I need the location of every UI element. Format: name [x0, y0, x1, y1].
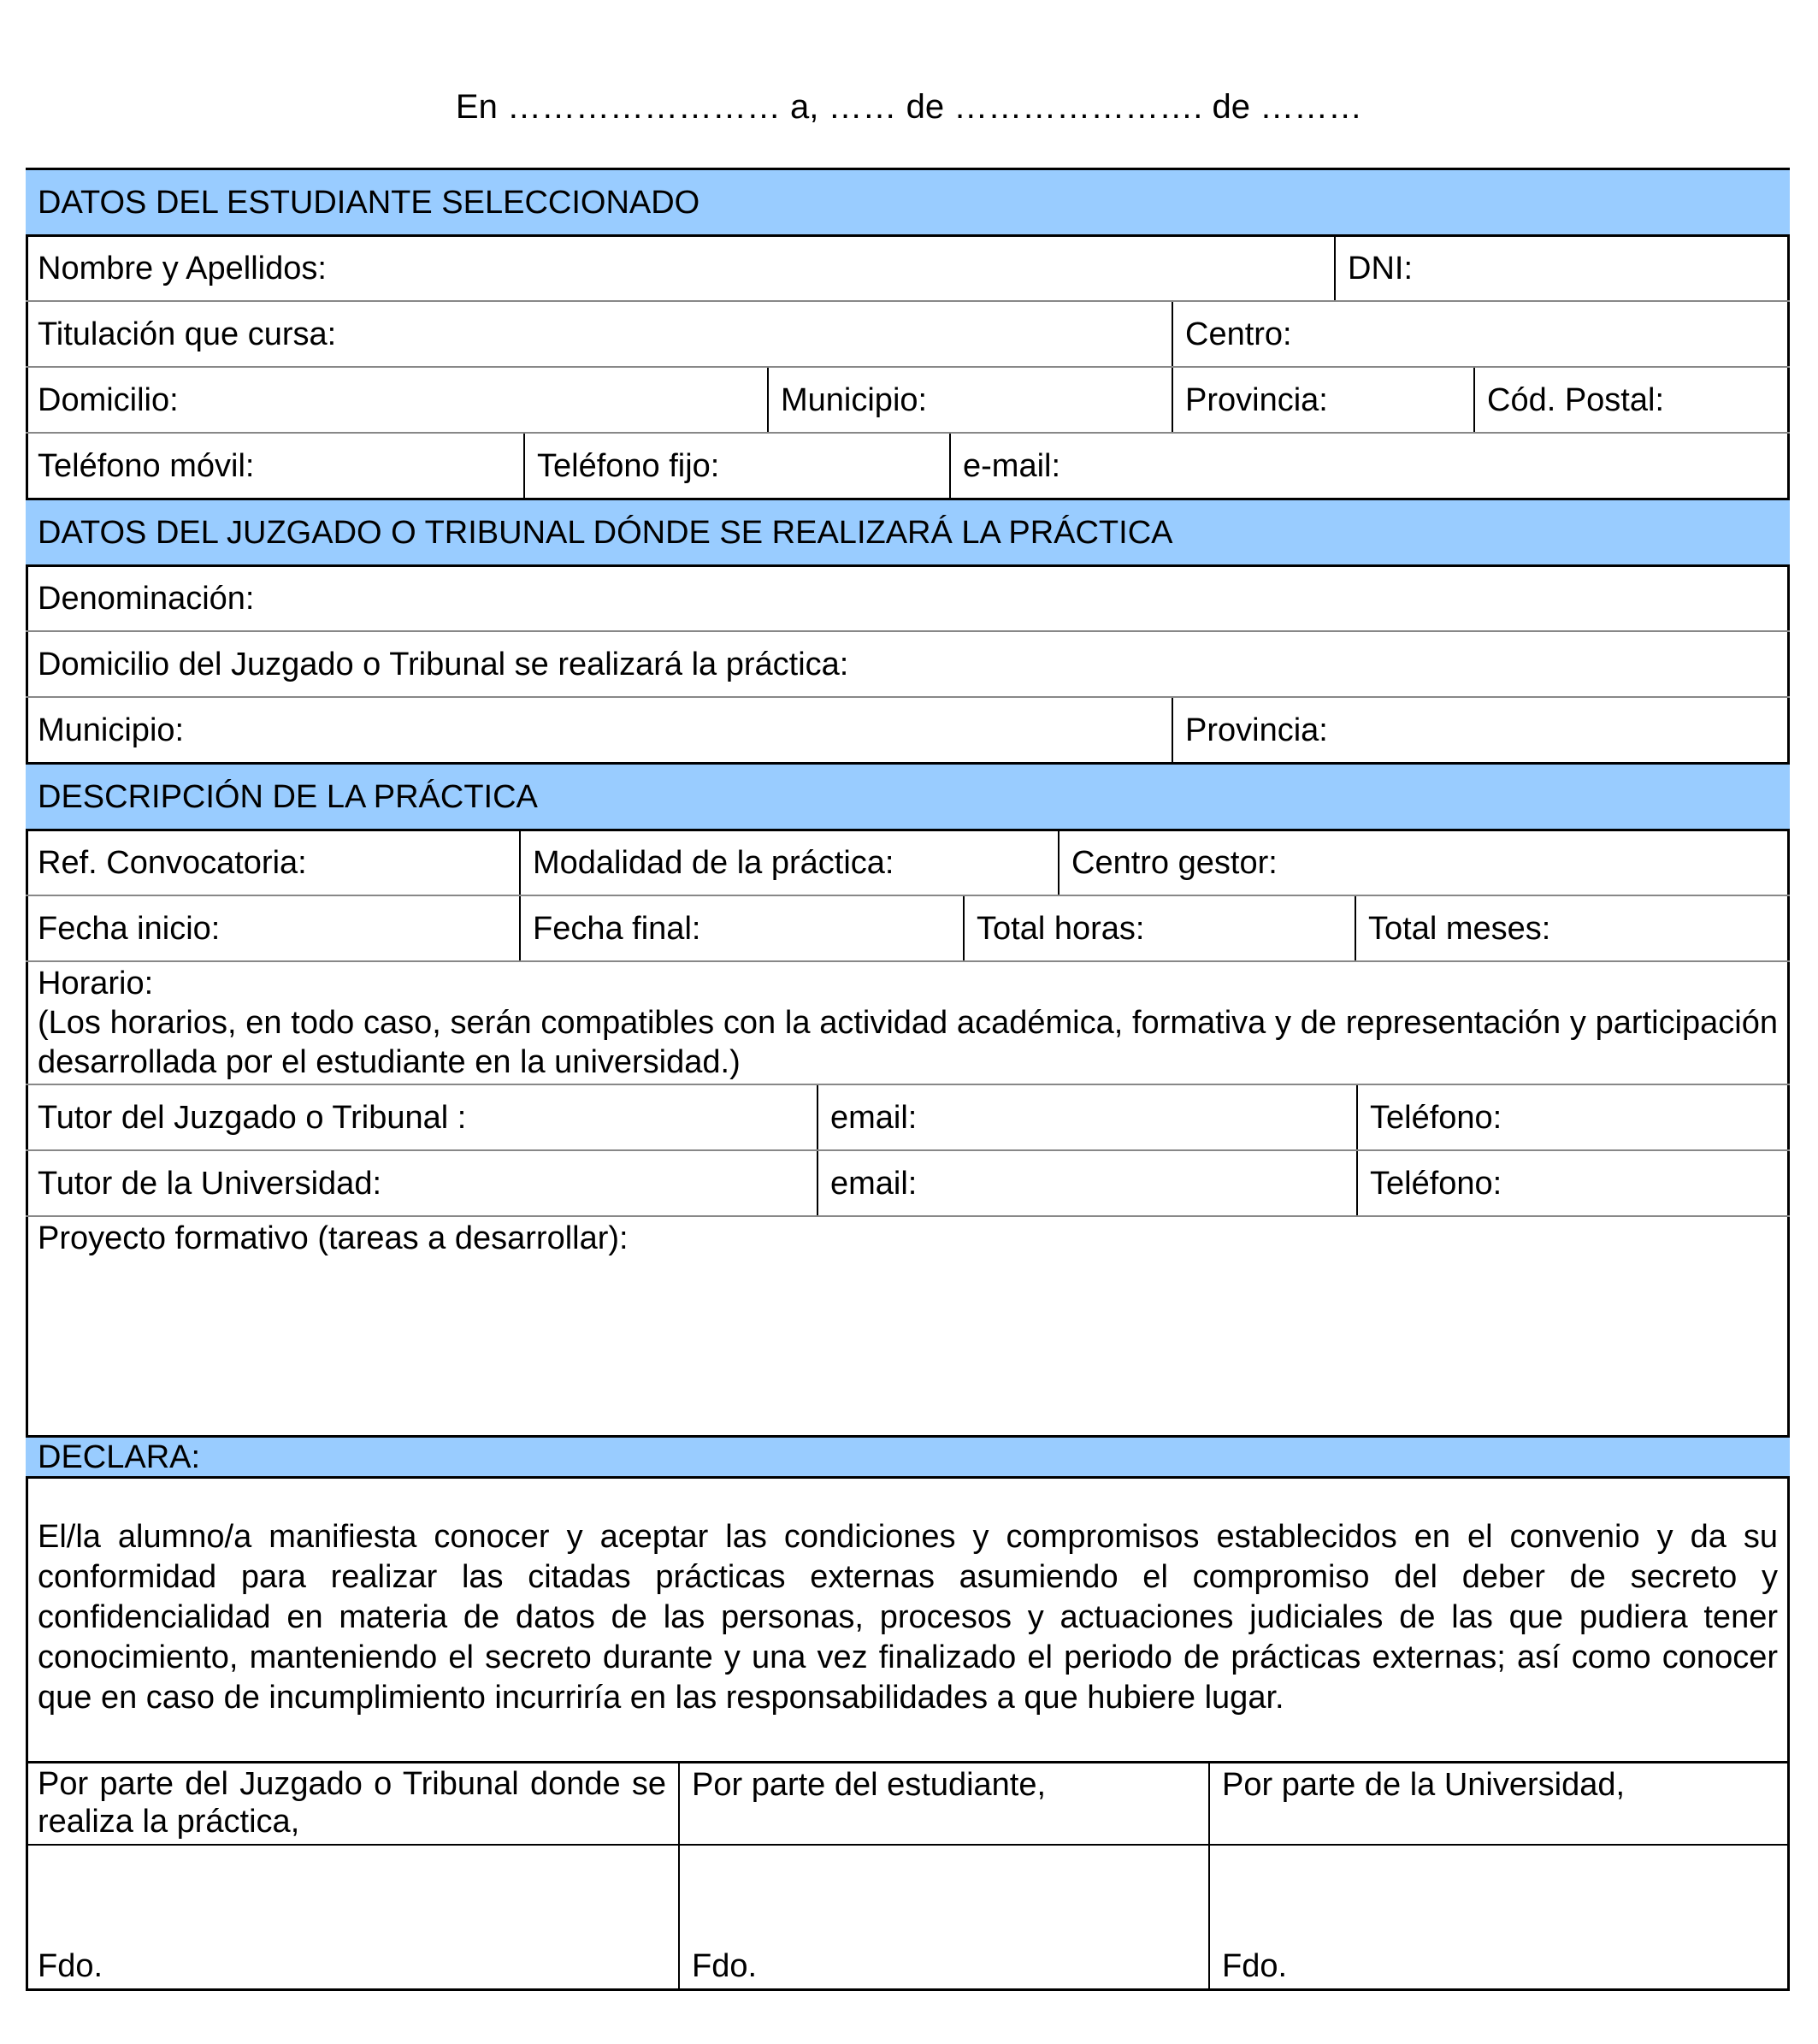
court-address-field[interactable]: Domicilio del Juzgado o Tribunal se realizará la práctica: — [38, 646, 849, 682]
practice-hours-field[interactable]: Total horas: — [963, 896, 1355, 960]
student-mobile-field[interactable]: Teléfono móvil: — [38, 447, 255, 484]
practice-schedule-note: (Los horarios, en todo caso, serán compatibles con la actividad académica, formativa y de representación y participación desarrollada por el estudiante en la universidad.) — [38, 1005, 1778, 1080]
practice-project-field[interactable]: Proyecto formativo (tareas a desarrollar): — [38, 1220, 629, 1256]
court-row-address — [26, 632, 1790, 696]
practice-row-project — [26, 1217, 1790, 1435]
declaration-body — [26, 1478, 1790, 1761]
practice-modality-field[interactable]: Modalidad de la práctica: — [519, 830, 1058, 895]
signature-student-fdo[interactable]: Fdo. — [678, 1846, 1208, 1989]
court-section-header — [26, 500, 1790, 564]
court-row-denomination — [26, 566, 1790, 630]
student-row-degree — [26, 302, 1790, 366]
student-row-contact — [26, 434, 1790, 498]
declaration-text: El/la alumno/a manifiesta conocer y aceptar las condiciones y compromisos establecidos en el convenio y da su conformidad para realizar las citadas prácticas externas asumiendo el compromiso del deber de secreto y confidencialidad en materia de datos de las personas, procesos y actuaciones judiciales de las que pudiera tener conocimiento, manteniendo el secreto durante y una vez finalizado el periodo de prácticas externas; así como conocer que en caso de incumplimiento incurriría en las responsabilidades a que hubiere lugar. — [38, 1519, 1778, 1716]
date-line: En …………………… a, …… de …………………. de ……… — [455, 88, 1363, 126]
practice-section-header — [26, 765, 1790, 829]
student-municipality-field[interactable]: Municipio: — [767, 368, 1172, 432]
court-denomination-field[interactable]: Denominación: — [38, 580, 255, 617]
court-tutor-phone-field[interactable]: Teléfono: — [1356, 1085, 1790, 1149]
signature-court-party: Por parte del Juzgado o Tribunal donde se realiza la práctica, — [38, 1766, 666, 1840]
signature-university-party: Por parte de la Universidad, — [1208, 1763, 1790, 1844]
student-degree-field[interactable]: Titulación que cursa: — [38, 316, 337, 352]
practice-row-uni-tutor — [26, 1151, 1790, 1215]
student-postal-field[interactable]: Cód. Postal: — [1473, 368, 1790, 432]
court-section-title: DATOS DEL JUZGADO O TRIBUNAL DÓNDE SE REALIZARÁ LA PRÁCTICA — [38, 514, 1173, 551]
practice-ref-field[interactable]: Ref. Convocatoria: — [38, 844, 307, 881]
signature-fdo-row — [26, 1846, 1790, 1989]
court-province-field[interactable]: Provincia: — [1172, 698, 1790, 762]
student-landline-field[interactable]: Teléfono fijo: — [523, 434, 949, 498]
student-center-field[interactable]: Centro: — [1172, 302, 1790, 366]
uni-tutor-phone-field[interactable]: Teléfono: — [1356, 1151, 1790, 1215]
practice-start-field[interactable]: Fecha inicio: — [38, 910, 221, 947]
signature-student-party: Por parte del estudiante, — [678, 1763, 1208, 1844]
uni-tutor-field[interactable]: Tutor de la Universidad: — [38, 1165, 382, 1202]
practice-manager-field[interactable]: Centro gestor: — [1058, 830, 1790, 895]
practice-end-field[interactable]: Fecha final: — [519, 896, 963, 960]
signature-court-fdo[interactable]: Fdo. — [38, 1948, 103, 1984]
signature-parties-row — [26, 1763, 1790, 1844]
student-name-field[interactable]: Nombre y Apellidos: — [38, 250, 327, 287]
practice-schedule-field[interactable] — [26, 962, 1790, 1084]
practice-section-title: DESCRIPCIÓN DE LA PRÁCTICA — [38, 778, 538, 815]
practice-row-court-tutor — [26, 1085, 1790, 1149]
student-section-header — [26, 170, 1790, 234]
declaration-section-header — [26, 1438, 1790, 1476]
student-row-name — [26, 236, 1790, 300]
signature-university-fdo[interactable]: Fdo. — [1208, 1846, 1790, 1989]
court-municipality-field[interactable]: Municipio: — [38, 712, 185, 748]
student-province-field[interactable]: Provincia: — [1172, 368, 1473, 432]
student-address-field[interactable]: Domicilio: — [38, 381, 179, 418]
student-section-title: DATOS DEL ESTUDIANTE SELECCIONADO — [38, 184, 700, 221]
student-email-field[interactable]: e-mail: — [949, 434, 1790, 498]
practice-row-dates — [26, 896, 1790, 960]
practice-row-ref — [26, 830, 1790, 895]
declaration-section-title: DECLARA: — [38, 1438, 201, 1475]
court-tutor-email-field[interactable]: email: — [817, 1085, 1356, 1149]
student-row-address — [26, 368, 1790, 432]
practice-schedule-label: Horario: — [38, 966, 154, 1001]
court-row-location — [26, 698, 1790, 762]
uni-tutor-email-field[interactable]: email: — [817, 1151, 1356, 1215]
practice-months-field[interactable]: Total meses: — [1355, 896, 1790, 960]
student-dni-field[interactable]: DNI: — [1334, 236, 1790, 300]
practice-row-schedule — [26, 962, 1790, 1084]
court-tutor-field[interactable]: Tutor del Juzgado o Tribunal : — [38, 1099, 467, 1136]
